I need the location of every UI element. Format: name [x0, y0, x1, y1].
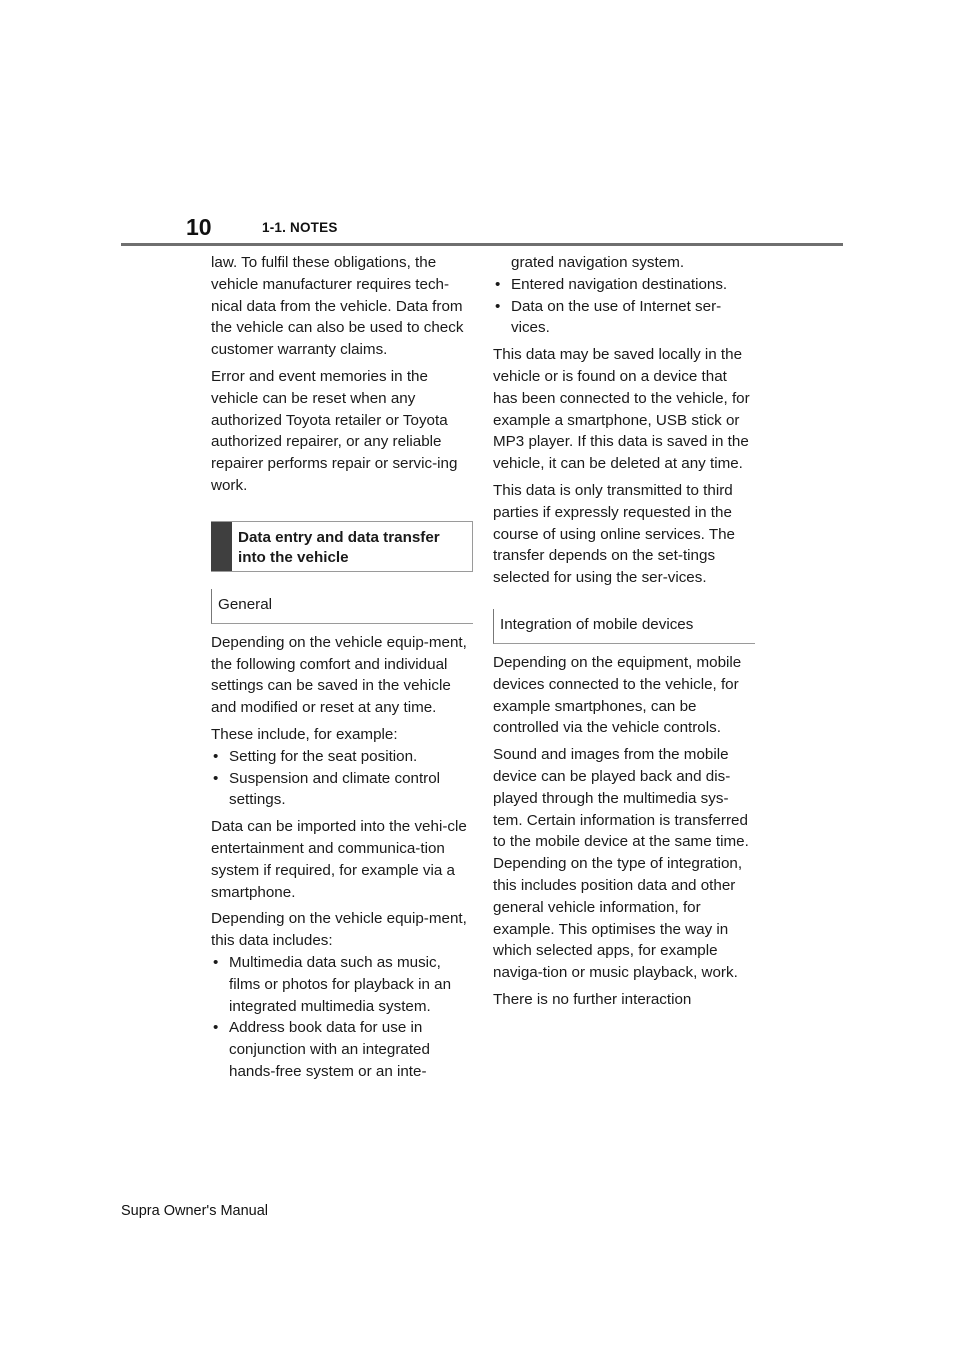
list-item: • Data on the use of Internet ser-vices.: [493, 296, 755, 340]
subheading-general: General: [211, 589, 473, 624]
paragraph: Depending on the equipment, mobile devices connected to the vehicle, for example smartphones, can be controlled via the vehicle controls.: [493, 653, 742, 737]
subheading-integration: Integration of mobile devices: [493, 609, 755, 644]
paragraph: There is no further interaction: [493, 990, 692, 1008]
continued-text: grated navigation system.: [511, 254, 685, 271]
paragraph: This data is only transmitted to third parties if expressly requested in the course of using online services. The transfer depends on the set-tings selected for using the ser-vices.: [493, 481, 736, 587]
paragraph: This data may be saved locally in the vehicle or is found on a device that has been connected to the vehicle, for example a smartphone, USB stick or MP3 player. If this data is saved in the vehicle, it can be deleted at any time.: [493, 346, 750, 473]
header-divider: [121, 243, 843, 246]
paragraph: Depending on the vehicle equip-ment, the following comfort and individual settings can be saved in the vehicle and modified or reset at any time.: [211, 633, 467, 717]
section-heading-text: Data entry and data transfer into the vehicle: [238, 528, 440, 566]
paragraph: These include, for example:: [211, 725, 398, 743]
paragraph: Data can be imported into the vehi-cle entertainment and communica-tion system if required, for example via a smartphone.: [211, 818, 467, 901]
left-column: [211, 252, 473, 1088]
section-title: 1-1. NOTES: [262, 220, 338, 235]
bullet-list: [211, 952, 473, 1083]
paragraph: Error and event memories in the vehicle can be reset when any authorized Toyota retailer or Toyota authorized repairer, or any reliable repairer performs repair or servic-ing work.: [211, 367, 458, 494]
bullet-list: [493, 274, 755, 339]
list-item: • Multimedia data such as music, films or photos for playback in an integrated multimedia system.: [211, 952, 473, 1017]
page-number: 10: [186, 214, 212, 240]
heading-bar: [211, 522, 232, 571]
list-item: • Suspension and climate control settings.: [211, 768, 473, 812]
bullet-list: [211, 746, 473, 811]
footer-manual-name: Supra Owner's Manual: [121, 1203, 269, 1219]
list-item: • Setting for the seat position.: [211, 746, 473, 768]
section-heading: [211, 521, 473, 572]
paragraph: law. To fulfil these obligations, the vehicle manufacturer requires tech-nical data from the vehicle. Data from the vehicle can also be used to check customer warranty claims.: [211, 254, 464, 359]
list-item: • Entered navigation destinations.: [493, 274, 755, 296]
paragraph: Sound and images from the mobile device can be played back and dis-played through the multimedia sys-tem. Certain information is transferred to the mobile device at the same time. Depending on the type of integration, this includes position data and other general vehicle information, for example. This optimises the way in which selected apps, for example naviga-tion or music playback, work.: [493, 746, 749, 982]
right-column: [493, 252, 755, 1016]
list-item: • Address book data for use in conjunction with an integrated hands-free system or an inte-: [211, 1017, 473, 1082]
paragraph: Depending on the vehicle equip-ment, this data includes:: [211, 910, 467, 950]
